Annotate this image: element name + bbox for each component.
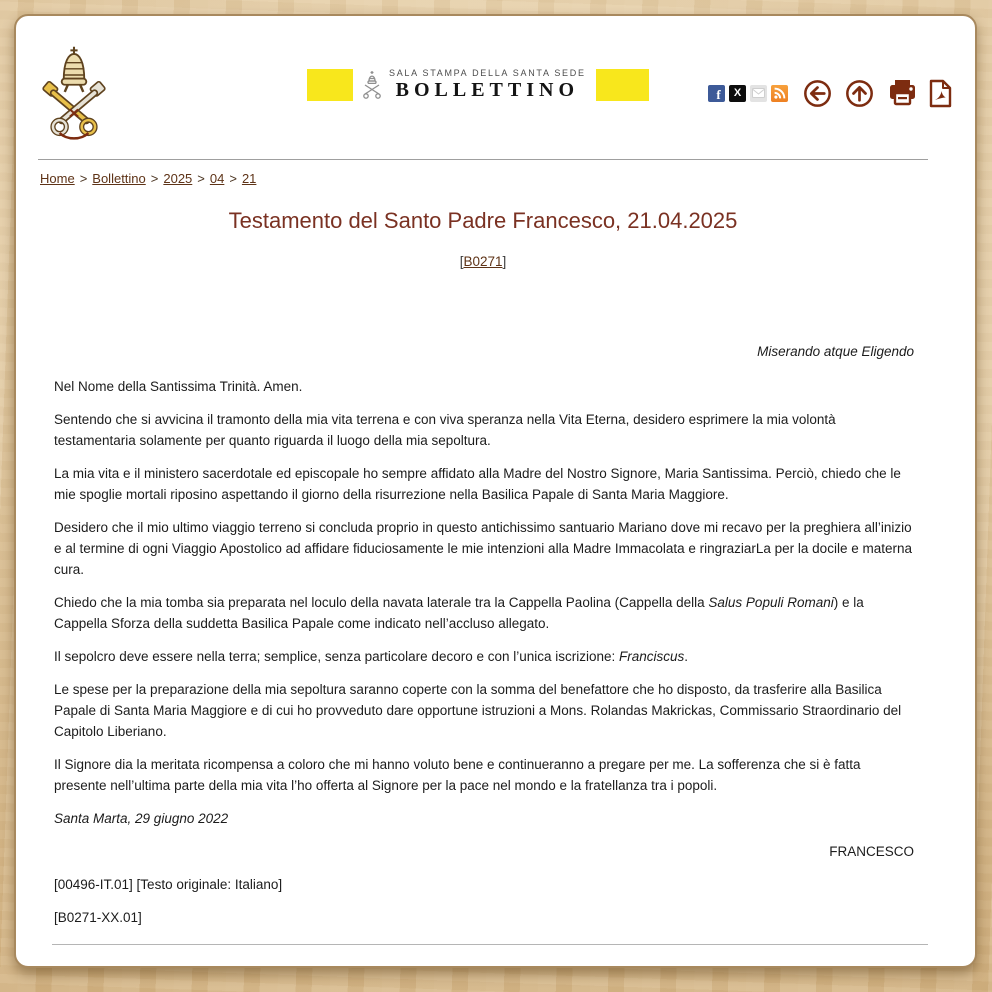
printer-icon — [887, 79, 918, 107]
footer-divider — [52, 944, 928, 945]
bracket-open: [ — [459, 254, 464, 269]
article-paragraph: Il Signore dia la meritata ricompensa a coloro che mi hanno voluto bene e continueranno a pregare per me. La sofferenza che si è fatta presente nell’ultima parte della mia vita l’ho offerta al Signore per la pace nel mondo e la fratellanza tra i popoli. — [54, 757, 861, 793]
reference-line-2: [B0271-XX.01] — [54, 910, 142, 925]
print-icon[interactable] — [887, 79, 918, 107]
article-paragraph: Il sepolcro deve essere nella terra; semplice, senza particolare decoro e con l’unica iscrizione: Franciscus. — [54, 649, 689, 664]
breadcrumb-link-month[interactable]: 04 — [209, 171, 225, 186]
article-paragraphs — [54, 376, 914, 796]
article-dateline: Santa Marta, 29 giugno 2022 — [54, 811, 229, 826]
banner-text — [389, 68, 586, 102]
vatican-crest-icon — [36, 44, 112, 144]
x-glyph: X — [733, 87, 742, 99]
article-paragraph: La mia vita e il ministero sacerdotale ed episcopale ho sempre affidato alla Madre del Nostro Signore, Maria Santissima. Perciò, chiedo che le mie spoglie mortali riposino aspettando il giorno della risurrezione nella Basilica Papale di Santa Maria Maggiore. — [54, 466, 901, 502]
header-divider — [38, 159, 928, 160]
article-paragraph: Chiedo che la mia tomba sia preparata nel loculo della navata laterale tra la Cappella Paolina (Cappella della Salus Populi Romani) e la Cappella Sforza della suddetta Basilica Papale come indicato nell’accluso allegato. — [54, 595, 864, 631]
email-share-icon[interactable] — [750, 85, 767, 102]
article-signature: FRANCESCO — [829, 844, 914, 859]
back-arrow-icon — [803, 79, 832, 108]
bulletin-code — [38, 254, 928, 269]
banner-title: BOLLETTINO — [395, 79, 580, 101]
article-paragraph: Nel Nome della Santissima Trinità. Amen. — [54, 379, 303, 394]
bollettino-banner — [307, 66, 649, 104]
facebook-glyph: f — [716, 87, 721, 102]
article-paragraph: Sentendo che si avvicina il tramonto della mia vita terrena e con viva speranza nella Vita Eterna, desidero esprimere la mia volontà testamentaria solamente per quanto riguarda il luogo della mia sepoltura. — [54, 412, 836, 448]
yellow-highlight-left — [307, 69, 353, 101]
breadcrumb-separator: > — [150, 171, 159, 186]
bracket-close: ] — [502, 254, 507, 269]
breadcrumb-separator: > — [197, 171, 205, 186]
breadcrumb-separator: > — [79, 171, 88, 186]
article-content — [38, 206, 928, 945]
bulletin-code-link[interactable]: B0271 — [463, 254, 503, 269]
x-share-icon[interactable] — [729, 85, 746, 102]
crest-icon — [360, 70, 384, 100]
up-arrow-icon — [845, 79, 874, 108]
breadcrumb-link-year[interactable]: 2025 — [163, 171, 193, 186]
toolbar — [708, 76, 953, 110]
bulletin-card — [14, 14, 977, 968]
breadcrumb — [40, 171, 256, 186]
pdf-file-icon — [928, 79, 953, 108]
breadcrumb-link-day[interactable]: 21 — [241, 171, 257, 186]
breadcrumb-link-home[interactable]: Home — [40, 171, 75, 186]
article-motto: Miserando atque Eligendo — [757, 344, 914, 359]
facebook-share-icon[interactable] — [708, 85, 725, 102]
yellow-highlight-right — [596, 69, 649, 101]
article-paragraph: Desidero che il mio ultimo viaggio terreno si concluda proprio in questo antichissimo santuario Mariano dove mi recavo per la preghiera all’inizio e al termine di ogni Viaggio Apostolico ad affidare fiduciosamente le mie intenzioni alla Madre Immacolata e ringraziarLa per la docile e materna cura. — [54, 520, 912, 577]
article-paragraph: Le spese per la preparazione della mia sepoltura saranno coperte con la somma del benefattore che ho disposto, da trasferire alla Basilica Papale di Santa Maria Maggiore e di cui ho provveduto dare opportune istruzioni a Mons. Rolandas Makrickas, Commissario Straordinario del Capitolo Liberiano. — [54, 682, 902, 739]
envelope-icon — [752, 88, 765, 98]
article-body — [38, 341, 928, 928]
scroll-top-icon[interactable] — [845, 79, 874, 108]
breadcrumb-separator: > — [229, 171, 237, 186]
back-icon[interactable] — [803, 79, 832, 108]
rss-icon[interactable] — [771, 85, 788, 102]
reference-line-1: [00496-IT.01] [Testo originale: Italiano] — [54, 877, 283, 892]
banner-subtitle: SALA STAMPA DELLA SANTA SEDE — [389, 68, 586, 78]
breadcrumb-link-bollettino[interactable]: Bollettino — [92, 171, 146, 186]
vatican-emblem-logo[interactable] — [36, 44, 112, 144]
pdf-download-icon[interactable] — [928, 79, 953, 108]
rss-waves-icon — [773, 87, 786, 100]
page-title: Testamento del Santo Padre Francesco, 21.04.2025 — [228, 208, 738, 233]
